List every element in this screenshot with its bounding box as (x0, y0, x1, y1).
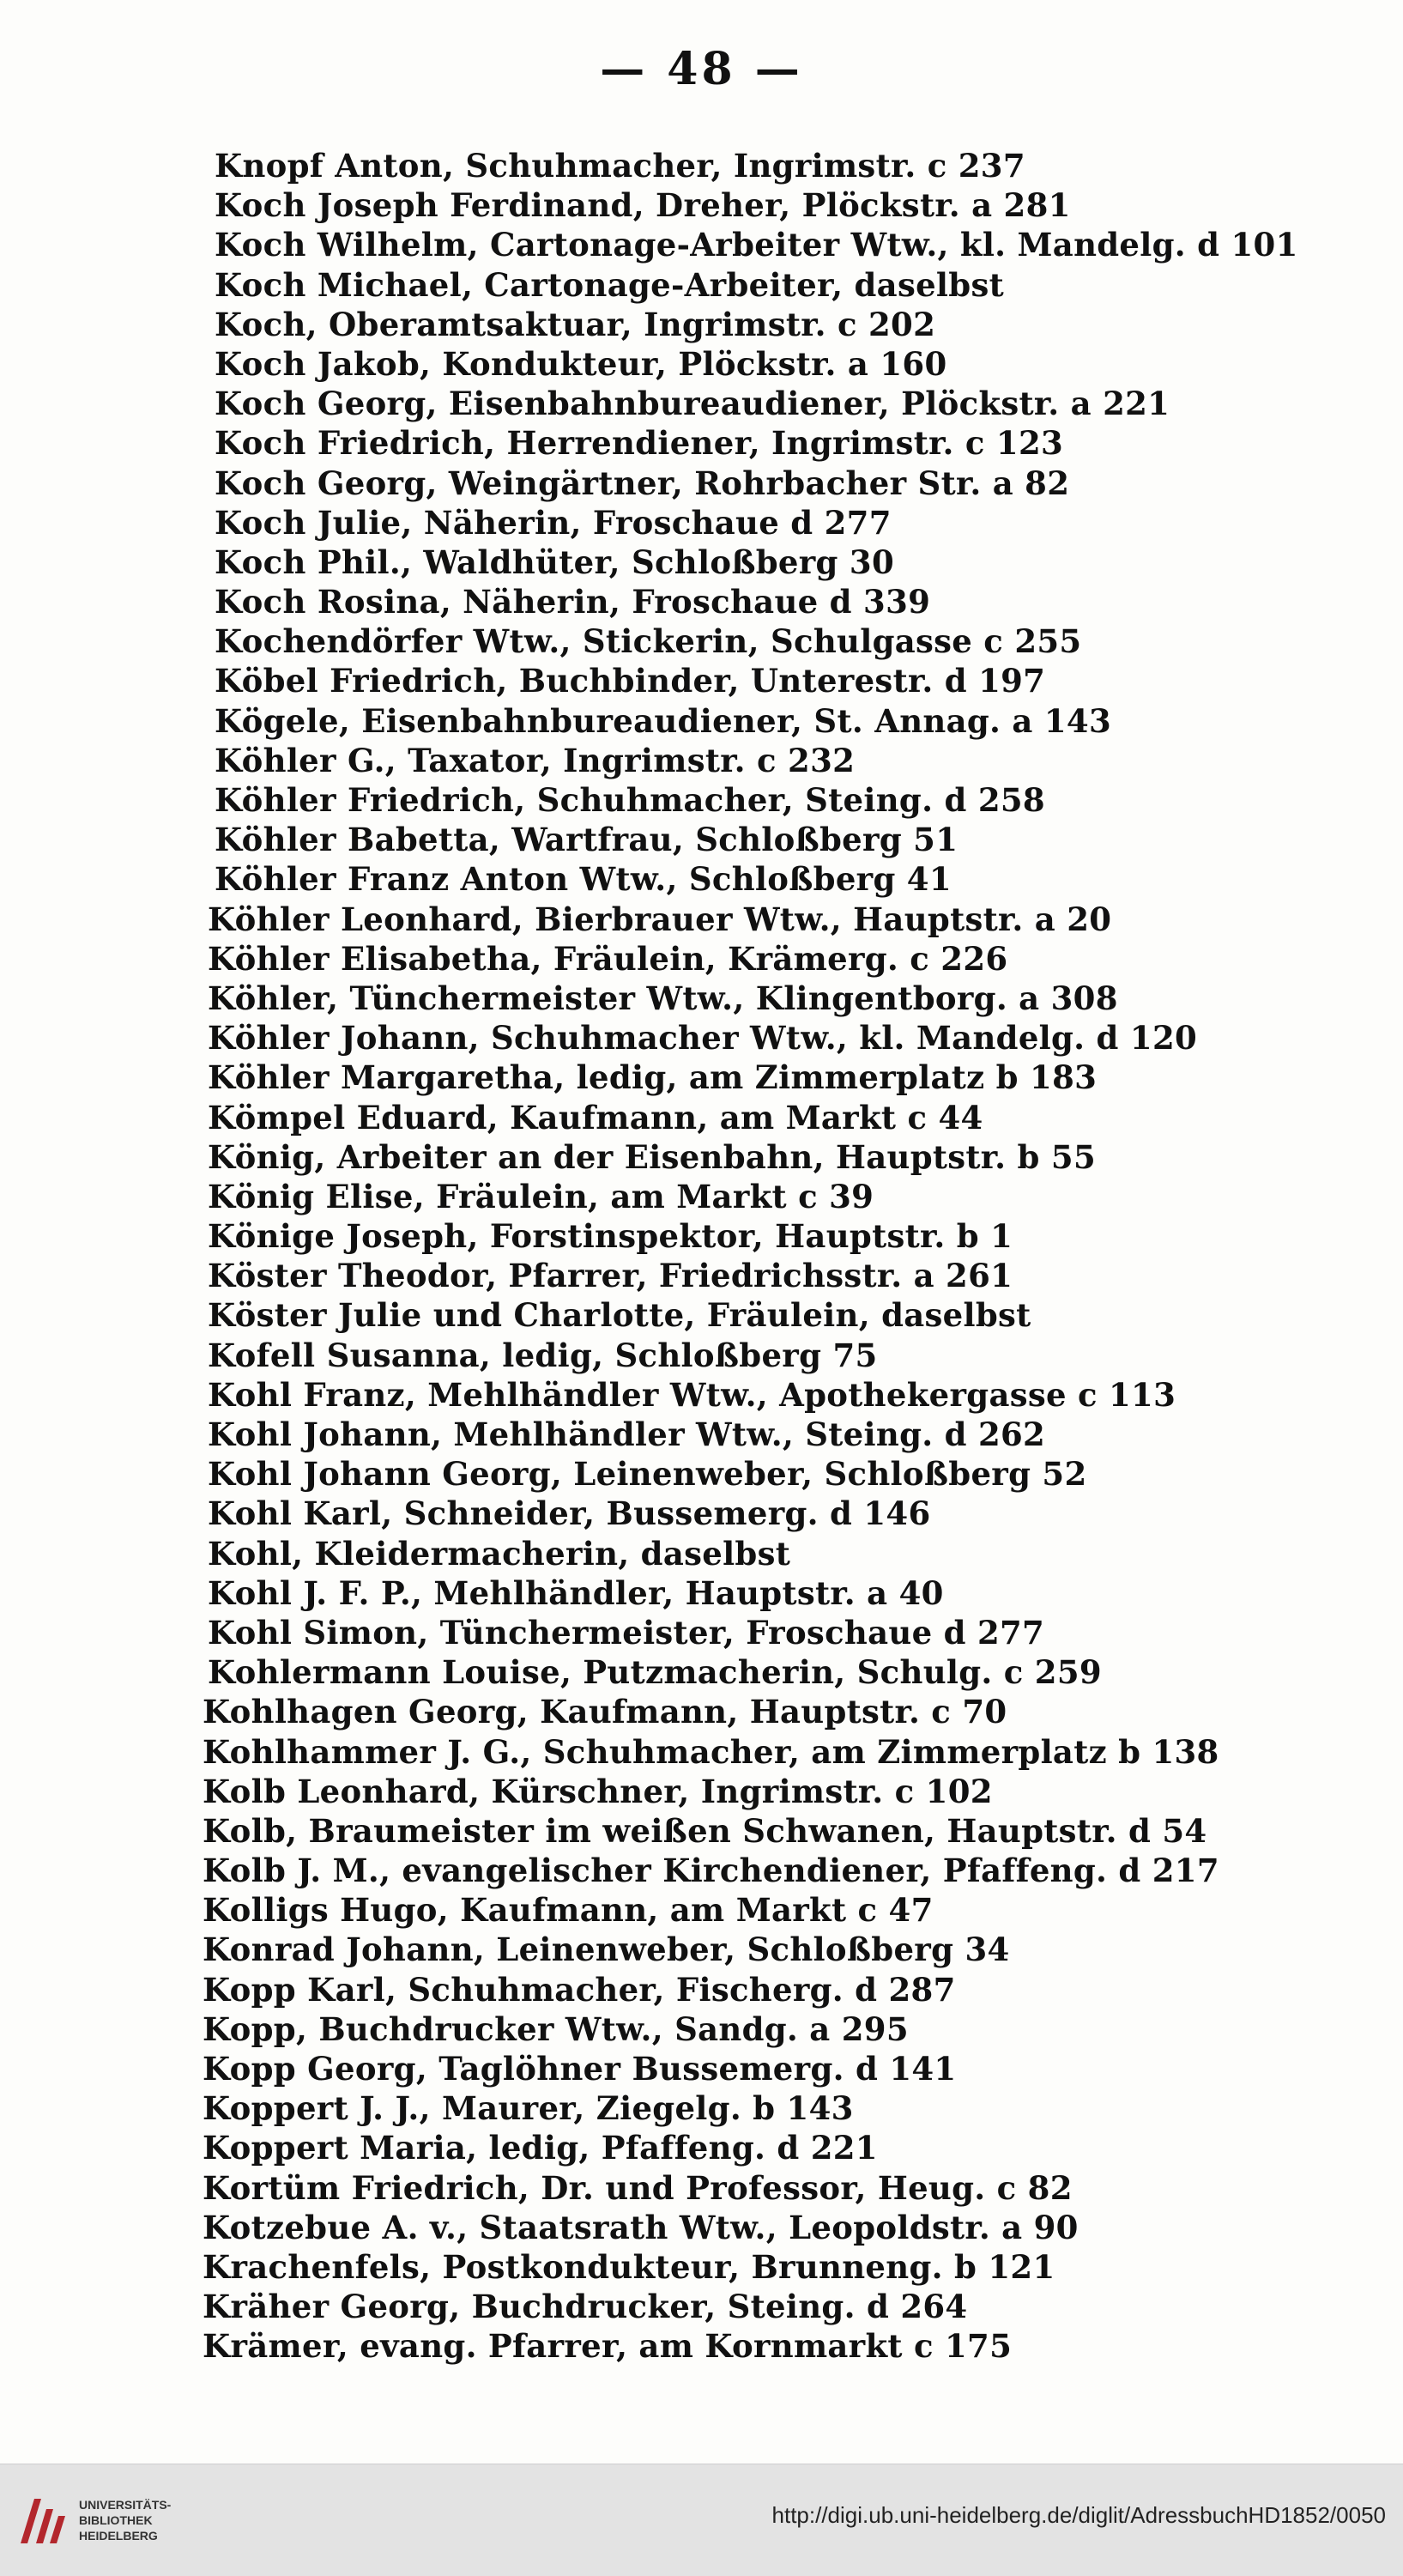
directory-entry-list (203, 146, 1364, 2367)
directory-entry: Kortüm Friedrich, Dr. und Professor, Heug. c 82 (203, 2168, 1073, 2207)
directory-entry: Kohlhagen Georg, Kaufmann, Hauptstr. c 70 (203, 1693, 1007, 1731)
directory-entry: Kopp Karl, Schuhmacher, Fischerg. d 287 (203, 1970, 956, 2009)
directory-entry: Kohlhammer J. G., Schuhmacher, am Zimmerplatz b 138 (203, 1732, 1219, 1771)
library-name-line: UNIVERSITÄTS- (79, 2498, 172, 2512)
directory-entry: Kohl Johann Georg, Leinenweber, Schloßberg 52 (208, 1455, 1087, 1494)
directory-entry: Köhler Franz Anton Wtw., Schloßberg 41 (215, 860, 952, 899)
directory-entry: Kochendörfer Wtw., Stickerin, Schulgasse c 255 (215, 622, 1082, 661)
directory-entry: Krämer, evang. Pfarrer, am Kornmarkt c 175 (203, 2327, 1013, 2366)
directory-entry: Köhler Leonhard, Bierbrauer Wtw., Hauptstr. a 20 (208, 900, 1112, 938)
page-number: — 48 — (600, 43, 803, 95)
directory-entry: Koch Georg, Weingärtner, Rohrbacher Str. a 82 (215, 464, 1070, 502)
directory-entry: Kögele, Eisenbahnbureaudiener, St. Annag. a 143 (215, 701, 1112, 740)
directory-entry: Kohl Johann, Mehlhändler Wtw., Steing. d 262 (208, 1415, 1046, 1453)
source-url-link[interactable]: http://digi.ub.uni-heidelberg.de/diglit/AdressbuchHD1852/0050 (771, 2502, 1386, 2528)
directory-entry: Kolligs Hugo, Kaufmann, am Markt c 47 (203, 1891, 934, 1930)
directory-entry: Knopf Anton, Schuhmacher, Ingrimstr. c 237 (215, 147, 1025, 185)
directory-entry: Koch Michael, Cartonage-Arbeiter, daselbst (215, 265, 1004, 304)
directory-entry: Kömpel Eduard, Kaufmann, am Markt c 44 (208, 1098, 983, 1136)
directory-entry: Koppert Maria, ledig, Pfaffeng. d 221 (203, 2129, 878, 2167)
directory-entry: Köhler Johann, Schuhmacher Wtw., kl. Mandelg. d 120 (208, 1019, 1198, 1058)
directory-entry: Kräher Georg, Buchdrucker, Steing. d 264 (203, 2288, 968, 2326)
directory-entry: Köhler, Tünchermeister Wtw., Klingentborg. a 308 (208, 979, 1118, 1017)
directory-entry: Köbel Friedrich, Buchbinder, Unterestr. d 197 (215, 662, 1046, 700)
directory-entry: Kohl, Kleidermacherin, daselbst (208, 1534, 791, 1573)
directory-entry: Koch Friedrich, Herrendiener, Ingrimstr. c 123 (215, 424, 1064, 463)
directory-entry: Kolb Leonhard, Kürschner, Ingrimstr. c 102 (203, 1772, 993, 1810)
directory-entry: König, Arbeiter an der Eisenbahn, Hauptstr. b 55 (208, 1137, 1096, 1176)
directory-entry: Konrad Johann, Leinenweber, Schloßberg 34 (203, 1930, 1010, 1969)
directory-entry: Kohl Karl, Schneider, Bussemerg. d 146 (208, 1494, 931, 1533)
directory-entry: Köhler Margaretha, ledig, am Zimmerplatz b 183 (208, 1058, 1098, 1097)
directory-entry: Kotzebue A. v., Staatsrath Wtw., Leopoldstr. a 90 (203, 2208, 1079, 2246)
directory-entry: Kohl Simon, Tünchermeister, Froschaue d 277 (208, 1613, 1045, 1652)
directory-entry: Kofell Susanna, ledig, Schloßberg 75 (208, 1336, 878, 1374)
library-name (79, 2497, 171, 2543)
directory-entry: Kolb, Braumeister im weißen Schwanen, Hauptstr. d 54 (203, 1811, 1207, 1850)
university-library-logo[interactable] (15, 2483, 213, 2557)
directory-entry: Koch Julie, Näherin, Froschaue d 277 (215, 503, 892, 542)
directory-entry: Koch Wilhelm, Cartonage-Arbeiter Wtw., kl. Mandelg. d 101 (215, 226, 1298, 264)
directory-entry: Kopp, Buchdrucker Wtw., Sandg. a 295 (203, 2009, 909, 2048)
directory-entry: Koch, Oberamtsaktuar, Ingrimstr. c 202 (215, 305, 936, 343)
directory-entry: Koch Jakob, Kondukteur, Plöckstr. a 160 (215, 344, 947, 383)
directory-entry: Kopp Georg, Taglöhner Bussemerg. d 141 (203, 2050, 957, 2088)
directory-entry: Kohlermann Louise, Putzmacherin, Schulg. c 259 (208, 1653, 1102, 1692)
directory-entry: Kohl J. F. P., Mehlhändler, Hauptstr. a 40 (208, 1573, 944, 1612)
directory-entry: Kolb J. M., evangelischer Kirchendiener, Pfaffeng. d 217 (203, 1852, 1219, 1890)
directory-entry: Könige Joseph, Forstinspektor, Hauptstr. b 1 (208, 1217, 1013, 1256)
directory-entry: Kohl Franz, Mehlhändler Wtw., Apothekergasse c 113 (208, 1375, 1176, 1414)
directory-entry: Koch Joseph Ferdinand, Dreher, Plöckstr. a 281 (215, 186, 1071, 225)
directory-entry: Köhler G., Taxator, Ingrimstr. c 232 (215, 741, 856, 779)
library-name-line: BIBLIOTHEK (79, 2513, 153, 2527)
directory-entry: Koppert J. J., Maurer, Ziegelg. b 143 (203, 2089, 854, 2128)
directory-entry: Koch Phil., Waldhüter, Schloßberg 30 (215, 542, 894, 581)
directory-entry: Köhler Babetta, Wartfrau, Schloßberg 51 (215, 821, 959, 859)
directory-entry: König Elise, Fräulein, am Markt c 39 (208, 1177, 874, 1215)
directory-entry: Köster Julie und Charlotte, Fräulein, daselbst (208, 1296, 1031, 1335)
directory-entry: Köster Theodor, Pfarrer, Friedrichsstr. a 261 (208, 1257, 1013, 1295)
library-name-line: HEIDELBERG (79, 2529, 158, 2543)
directory-entry: Koch Georg, Eisenbahnbureaudiener, Plöckstr. a 221 (215, 385, 1170, 423)
viewer-footer (0, 2464, 1403, 2576)
directory-entry: Köhler Elisabetha, Fräulein, Krämerg. c 226 (208, 939, 1008, 978)
directory-entry: Koch Rosina, Näherin, Froschaue d 339 (215, 583, 931, 621)
directory-entry: Köhler Friedrich, Schuhmacher, Steing. d 258 (215, 781, 1045, 819)
directory-entry: Krachenfels, Postkondukteur, Brunneng. b 121 (203, 2247, 1055, 2286)
library-emblem-icon (15, 2490, 70, 2550)
